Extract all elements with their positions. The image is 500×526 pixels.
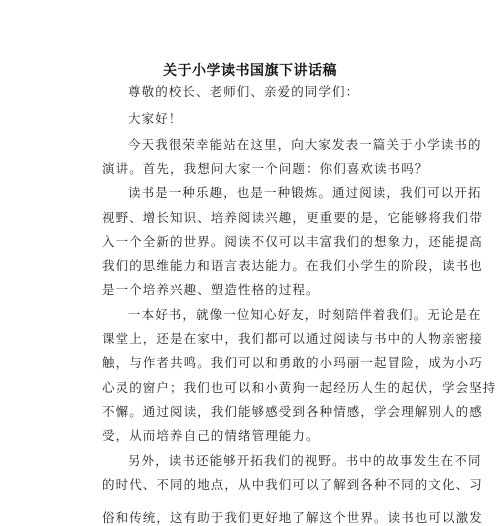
text-line: 读书是一种乐趣，也是一种锻炼。通过阅读，我们可以开拓 bbox=[128, 185, 482, 200]
text-line: 大家好！ bbox=[128, 111, 183, 126]
text-line: 触，与作者共鸣。我们可以和勇敢的小玛丽一起冒险，成为小巧 bbox=[102, 355, 483, 370]
text-line: 受，从而培养自己的情绪管理能力。 bbox=[102, 428, 320, 443]
text-line: 是一个培养兴趣、塑造性格的过程。 bbox=[102, 282, 320, 297]
text-line: 视野、增长知识、培养阅读兴趣，更重要的是，它能够将我们带 bbox=[102, 210, 483, 225]
text-line: 演讲。首先，我想问大家一个问题：你们喜欢读书吗？ bbox=[102, 161, 429, 176]
document-title: 关于小学读书国旗下讲话稿 bbox=[163, 63, 337, 79]
text-line: 我们的思维能力和语言表达能力。在我们小学生的阶段，读书也 bbox=[102, 258, 483, 273]
text-line: 今天我很荣幸能站在这里，向大家发表一篇关于小学读书的 bbox=[128, 137, 482, 152]
text-line: 课堂上，还是在家中，我们都可以通过阅读与书中的人物亲密接 bbox=[102, 331, 483, 346]
text-line: 入一个全新的世界。阅读不仅可以丰富我们的想象力，还能提高 bbox=[102, 234, 483, 249]
text-line: 的时代、不同的地点，从中我们可以了解到各种不同的文化、习 bbox=[102, 477, 483, 492]
text-line: 一本好书，就像一位知心好友，时刻陪伴着我们。无论是在 bbox=[128, 307, 482, 322]
text-line: 不懈。通过阅读，我们能够感受到各种情感，学会理解别人的感 bbox=[102, 404, 483, 419]
text-line: 尊敬的校长、老师们、亲爱的同学们： bbox=[128, 84, 360, 99]
text-line: 心灵的窗户；我们也可以和小黄狗一起经历人生的起伏，学会坚持 bbox=[102, 380, 497, 395]
text-line: 俗和传统，这有助于我们更好地了解这个世界。读书也可以激发 bbox=[102, 510, 483, 525]
text-line: 另外，读书还能够开拓我们的视野。书中的故事发生在不同 bbox=[128, 453, 482, 468]
